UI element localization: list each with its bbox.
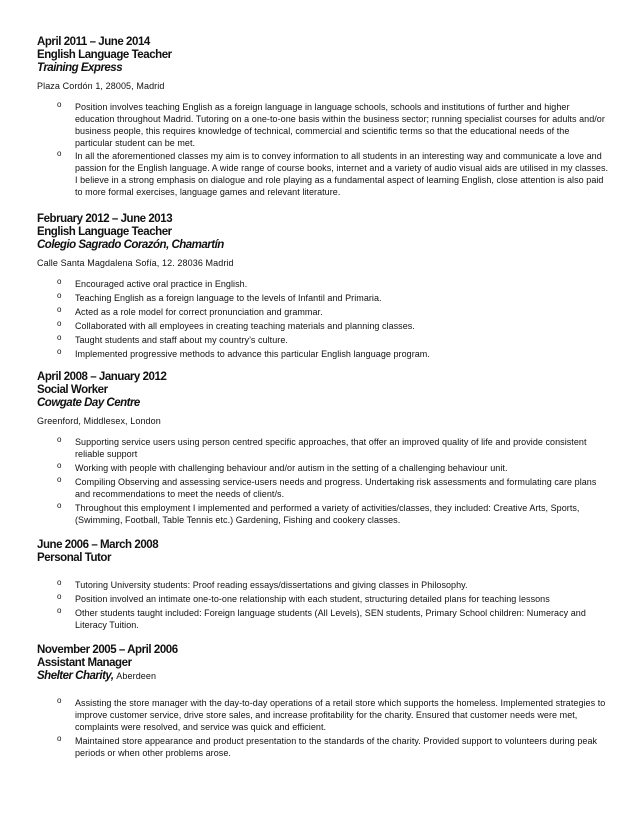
list-item	[37, 320, 609, 332]
list-item	[37, 579, 609, 591]
list-item	[37, 348, 609, 360]
duty-text: Position involved an intimate one-to-one relationship with each student, structuring detailed plans for teaching lessons	[75, 594, 550, 604]
employer-address: Plaza Cordón 1, 28005, Madrid	[37, 81, 165, 91]
list-item	[37, 697, 609, 733]
job-title: Social Worker	[37, 384, 108, 396]
bullet-icon: o	[57, 435, 62, 444]
employer-address: Greenford, Middlesex, London	[37, 416, 161, 426]
bullet-icon: o	[57, 606, 62, 615]
duty-text: Throughout this employment I implemented and performed a variety of activities/classes, they included: Creative Arts, Sports, (Swimming, Football, Table Tennis etc.) Gardening, Fishing and cookery classes.	[75, 503, 580, 525]
job-entry	[37, 371, 609, 526]
duty-text: Collaborated with all employees in creating teaching materials and planning classes.	[75, 321, 415, 331]
list-item	[37, 150, 609, 198]
list-item	[37, 306, 609, 318]
employer-address: Calle Santa Magdalena Sofía, 12. 28036 Madrid	[37, 258, 234, 268]
duty-text: Encouraged active oral practice in English.	[75, 279, 248, 289]
bullet-icon: o	[57, 305, 62, 314]
bullet-icon: o	[57, 319, 62, 328]
duties-list	[37, 436, 609, 526]
job-entry	[37, 644, 609, 759]
list-item	[37, 101, 609, 149]
job-title: Personal Tutor	[37, 552, 111, 564]
job-entry	[37, 213, 609, 360]
employer-location: Aberdeen	[116, 671, 157, 681]
list-item	[37, 502, 609, 526]
list-item	[37, 436, 609, 460]
bullet-icon: o	[57, 592, 62, 601]
bullet-icon: o	[57, 461, 62, 470]
duty-text: Teaching English as a foreign language to the levels of Infantil and Primaria.	[75, 293, 382, 303]
list-item	[37, 607, 609, 631]
duty-text: Compiling Observing and assessing service-users needs and progress. Undertaking risk assessments and formulating care plans and recommendations to meet the needs of client/s.	[75, 477, 597, 499]
duty-text: Acted as a role model for correct pronunciation and grammar.	[75, 307, 323, 317]
job-title: Assistant Manager	[37, 657, 132, 669]
list-item	[37, 292, 609, 304]
bullet-icon: o	[57, 277, 62, 286]
job-dates: February 2012 – June 2013	[37, 213, 173, 225]
list-item	[37, 593, 609, 605]
job-dates: November 2005 – April 2006	[37, 644, 178, 656]
bullet-icon: o	[57, 347, 62, 356]
bullet-icon: o	[57, 475, 62, 484]
bullet-icon: o	[57, 696, 62, 705]
job-entry	[37, 539, 609, 631]
job-title: English Language Teacher	[37, 49, 172, 61]
bullet-icon: o	[57, 149, 62, 158]
bullet-icon: o	[57, 333, 62, 342]
bullet-icon: o	[57, 291, 62, 300]
job-dates: April 2011 – June 2014	[37, 36, 150, 48]
employer-label: Colegio Sagrado Corazón, Chamartín	[37, 239, 224, 251]
duties-list	[37, 697, 609, 759]
job-title: English Language Teacher	[37, 226, 172, 238]
employer-label: Training Express	[37, 62, 123, 74]
duty-text: Taught students and staff about my country’s culture.	[75, 335, 288, 345]
list-item	[37, 334, 609, 346]
duty-text: Assisting the store manager with the day-to-day operations of a retail store which supports the homeless. Implemented strategies to improve customer service, drive store sales, and increase profitability for the charity. Ensured that customer needs were met, complaints were resolved, and service was quick and efficient.	[75, 698, 606, 732]
employer-name	[37, 397, 609, 410]
duty-text: Other students taught included: Foreign language students (All Levels), SEN students, Primary School children: Numeracy and Literacy Tuition.	[75, 608, 586, 630]
job-entry	[37, 36, 609, 198]
list-item	[37, 735, 609, 759]
duties-list	[37, 278, 609, 360]
job-dates: June 2006 – March 2008	[37, 539, 159, 551]
bullet-icon: o	[57, 734, 62, 743]
job-dates: April 2008 – January 2012	[37, 371, 167, 383]
duties-list	[37, 579, 609, 631]
resume-page	[37, 36, 609, 773]
employer-label: Cowgate Day Centre	[37, 397, 140, 409]
bullet-icon: o	[57, 100, 62, 109]
list-item	[37, 462, 609, 474]
employer-name	[37, 239, 609, 252]
bullet-icon: o	[57, 501, 62, 510]
bullet-icon: o	[57, 578, 62, 587]
list-item	[37, 278, 609, 290]
duty-text: Position involves teaching English as a foreign language in language schools, schools and institutions of further and higher education throughout Madrid. Tutoring on a one-to-one basis within the business sector; running specialist courses for adults and/or business people, this requires knowledge of technical, commercial and scientific terms so that the educational needs of the particular student can be met.	[75, 102, 605, 148]
duty-text: In all the aforementioned classes my aim is to convey information to all students in an interesting way and communicate a love and passion for the English language. A wide range of course books, internet and a variety of audio visual aids are utilised in my classes. I believe in a strong emphasis on dialogue and role playing as a fundamental aspect of learning English, close attention is also paid to more formal exercises, language games and relevant literature.	[75, 151, 609, 197]
duty-text: Supporting service users using person centred specific approaches, that offer an improved quality of life and provide consistent reliable support	[75, 437, 587, 459]
employer-label: Shelter Charity,	[37, 670, 114, 682]
duty-text: Maintained store appearance and product presentation to the standards of the charity. Provided support to volunteers during peak periods or when other problems arose.	[75, 736, 598, 758]
duties-list	[37, 101, 609, 198]
duty-text: Working with people with challenging behaviour and/or autism in the setting of a challenging behaviour unit.	[75, 463, 508, 473]
duty-text: Tutoring University students: Proof reading essays/dissertations and giving classes in Philosophy.	[75, 580, 468, 590]
employer-name	[37, 670, 609, 683]
duty-text: Implemented progressive methods to advance this particular English language program.	[75, 349, 430, 359]
list-item	[37, 476, 609, 500]
employer-name	[37, 62, 609, 75]
